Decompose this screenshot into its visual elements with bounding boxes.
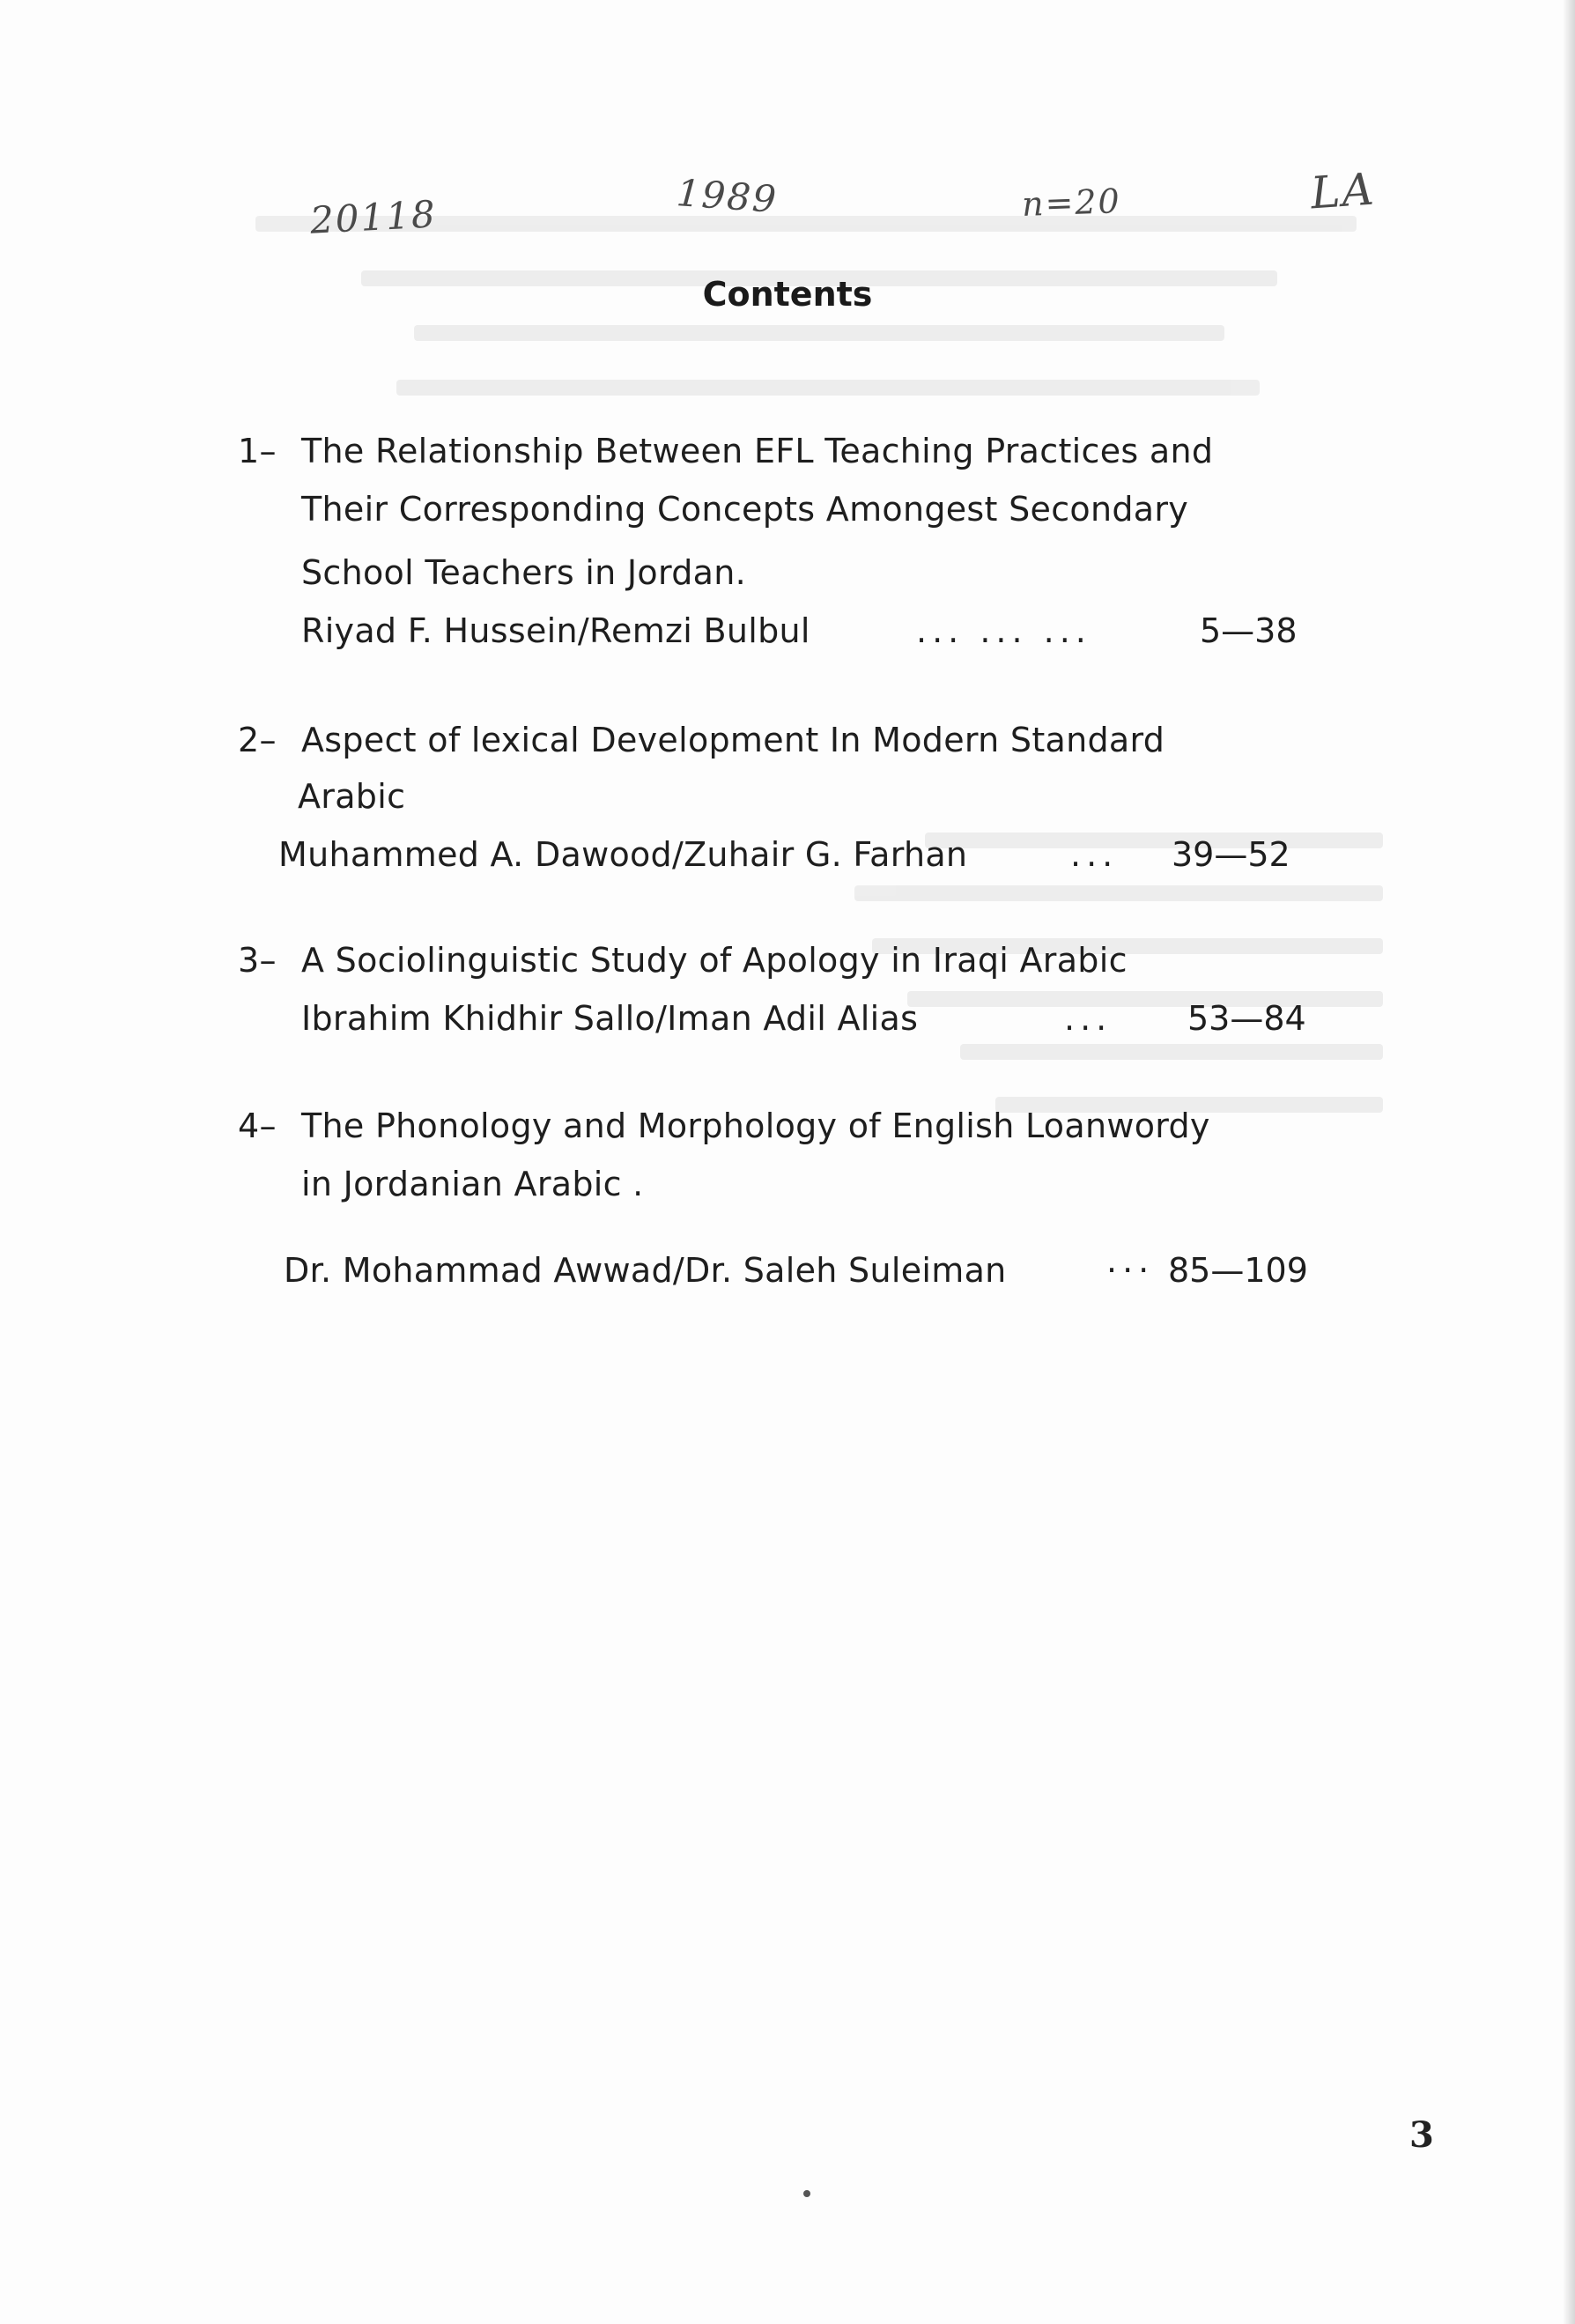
toc-entry-pages: 85—109 — [1168, 1251, 1308, 1290]
toc-entry-title-line: School Teachers in Jordan. — [301, 553, 747, 592]
toc-entry-authors: Ibrahim Khidhir Sallo/Iman Adil Alias — [301, 999, 919, 1038]
toc-entry-pages: 53—84 — [1187, 999, 1306, 1038]
toc-entry-title-line: 3– A Sociolinguistic Study of Apology in Iraqi Arabic — [238, 941, 1128, 980]
toc-entry-title-line: 2– Aspect of lexical Development In Modern Standard — [238, 721, 1165, 759]
contents-heading: Contents — [702, 275, 873, 314]
toc-entry-title-line: 1– The Relationship Between EFL Teaching Practices and — [238, 432, 1214, 470]
handwritten-count: n=20 — [1021, 181, 1122, 224]
toc-entry-title-line: Their Corresponding Concepts Amongest Secondary — [301, 490, 1189, 529]
toc-entry-number: 4– — [238, 1106, 277, 1145]
toc-entry-pages: 39—52 — [1172, 835, 1290, 874]
toc-entry-number: 2– — [238, 721, 277, 759]
toc-entry-title-line: Arabic — [298, 777, 406, 816]
toc-entry-title-line: in Jordanian Arabic . — [301, 1165, 644, 1203]
page-edge-shadow — [1563, 0, 1575, 2324]
toc-entry-authors: Muhammed A. Dawood/Zuhair G. Farhan — [278, 835, 968, 874]
toc-entry-leader: ... — [1070, 835, 1119, 874]
page-number: 3 — [1409, 2114, 1434, 2156]
toc-entry-pages: 5—38 — [1200, 611, 1298, 650]
toc-entry-leader: ··· — [1106, 1251, 1155, 1290]
ink-speck — [803, 2190, 810, 2197]
toc-entry-number: 1– — [238, 432, 277, 470]
handwritten-year: 1989 — [675, 171, 780, 221]
toc-entry-authors: Dr. Mohammad Awwad/Dr. Saleh Suleiman — [284, 1251, 1007, 1290]
handwritten-note: 20118 — [308, 192, 438, 242]
toc-entry-number: 3– — [238, 941, 277, 980]
toc-entry-authors: Riyad F. Hussein/Remzi Bulbul — [301, 611, 810, 650]
toc-entry-leader: ... ... ... — [916, 611, 1091, 650]
toc-entry-title-line: 4– The Phonology and Morphology of English Loanwordy — [238, 1106, 1210, 1145]
handwritten-initials: LA — [1309, 163, 1378, 219]
toc-entry-leader: ... — [1064, 999, 1113, 1038]
